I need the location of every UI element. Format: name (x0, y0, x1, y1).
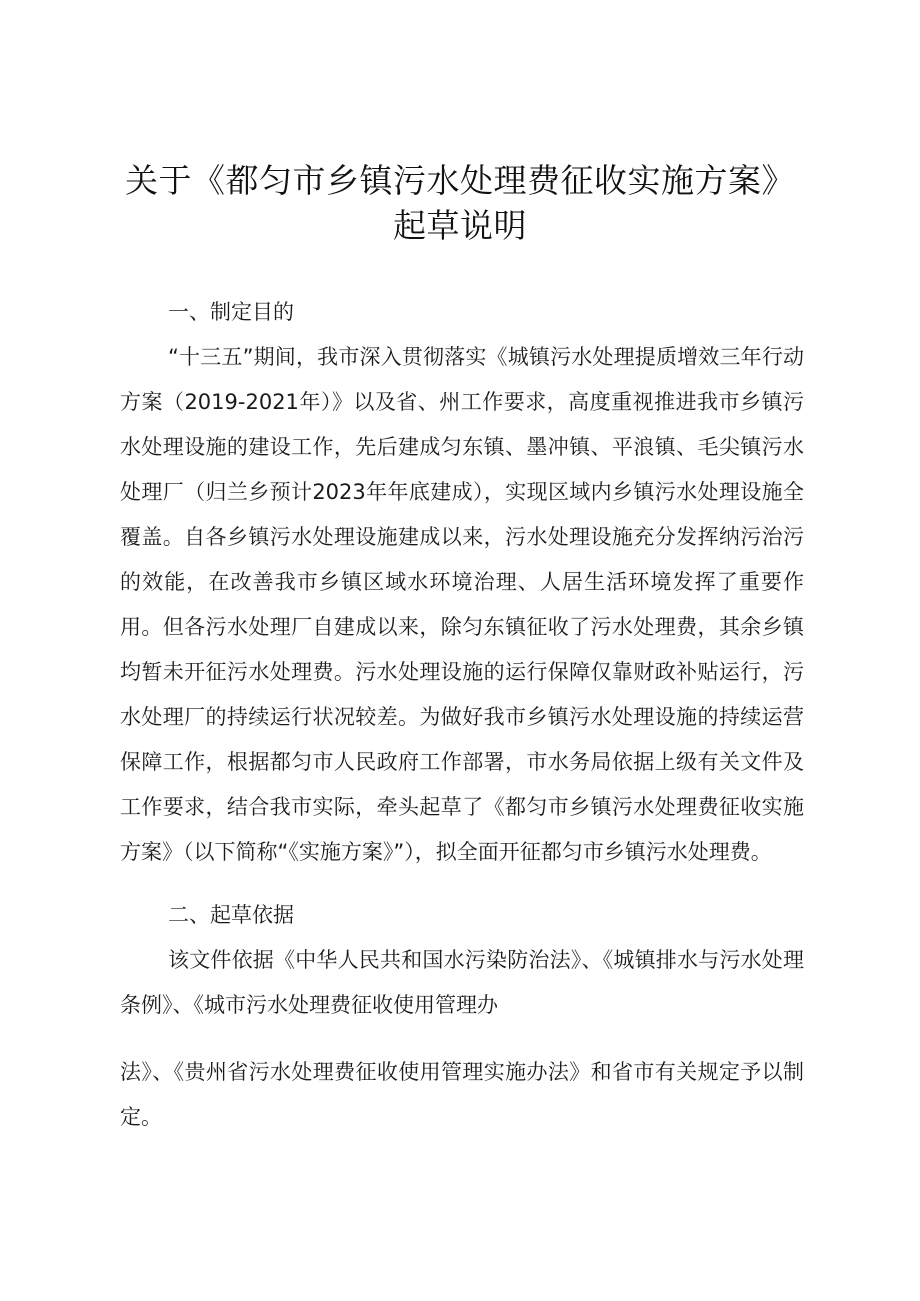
section-paragraph-purpose: “十三五”期间，我市深入贯彻落实《城镇污水处理提质增效三年行动方案（2019-2021年）》以及省、州工作要求，高度重视推进我市乡镇污水处理设施的建设工作，先后建成匀东镇、墨冲镇、平浪镇、毛尖镇污水处理厂（归兰乡预计2023年年底建成），实现区域内乡镇污水处理设施全覆盖。自各乡镇污水处理设施建成以来，污水处理设施充分发挥纳污治污的效能，在改善我市乡镇区域水环境治理、人居生活环境发挥了重要作用。但各污水处理厂自建成以来，除匀东镇征收了污水处理费，其余乡镇均暂未开征污水处理费。污水处理设施的运行保障仅靠财政补贴运行，污水处理厂的持续运行状况较差。为做好我市乡镇污水处理设施的持续运营保障工作，根据都匀市人民政府工作部署，市水务局依据上级有关文件及工作要求，结合我市实际，牵头起草了《都匀市乡镇污水处理费征收实施方案》（以下简称“《实施方案》”），拟全面开征都匀市乡镇污水处理费。 (120, 345, 804, 864)
document-title: 关于《都匀市乡镇污水处理费征收实施方案》起草说明 (125, 161, 795, 245)
section-paragraph-basis-part2: 法》、《贵州省污水处理费征收使用管理实施办法》和省市有关规定予以制定。 (120, 1060, 804, 1129)
section-heading-basis: 二、起草依据 (168, 903, 294, 927)
section-paragraph-basis-part1: 该文件依据《中华人民共和国水污染防治法》、《城镇排水与污水处理条例》、《城市污水处理费征收使用管理办 (120, 948, 804, 1017)
section-heading-purpose: 一、制定目的 (168, 300, 294, 324)
